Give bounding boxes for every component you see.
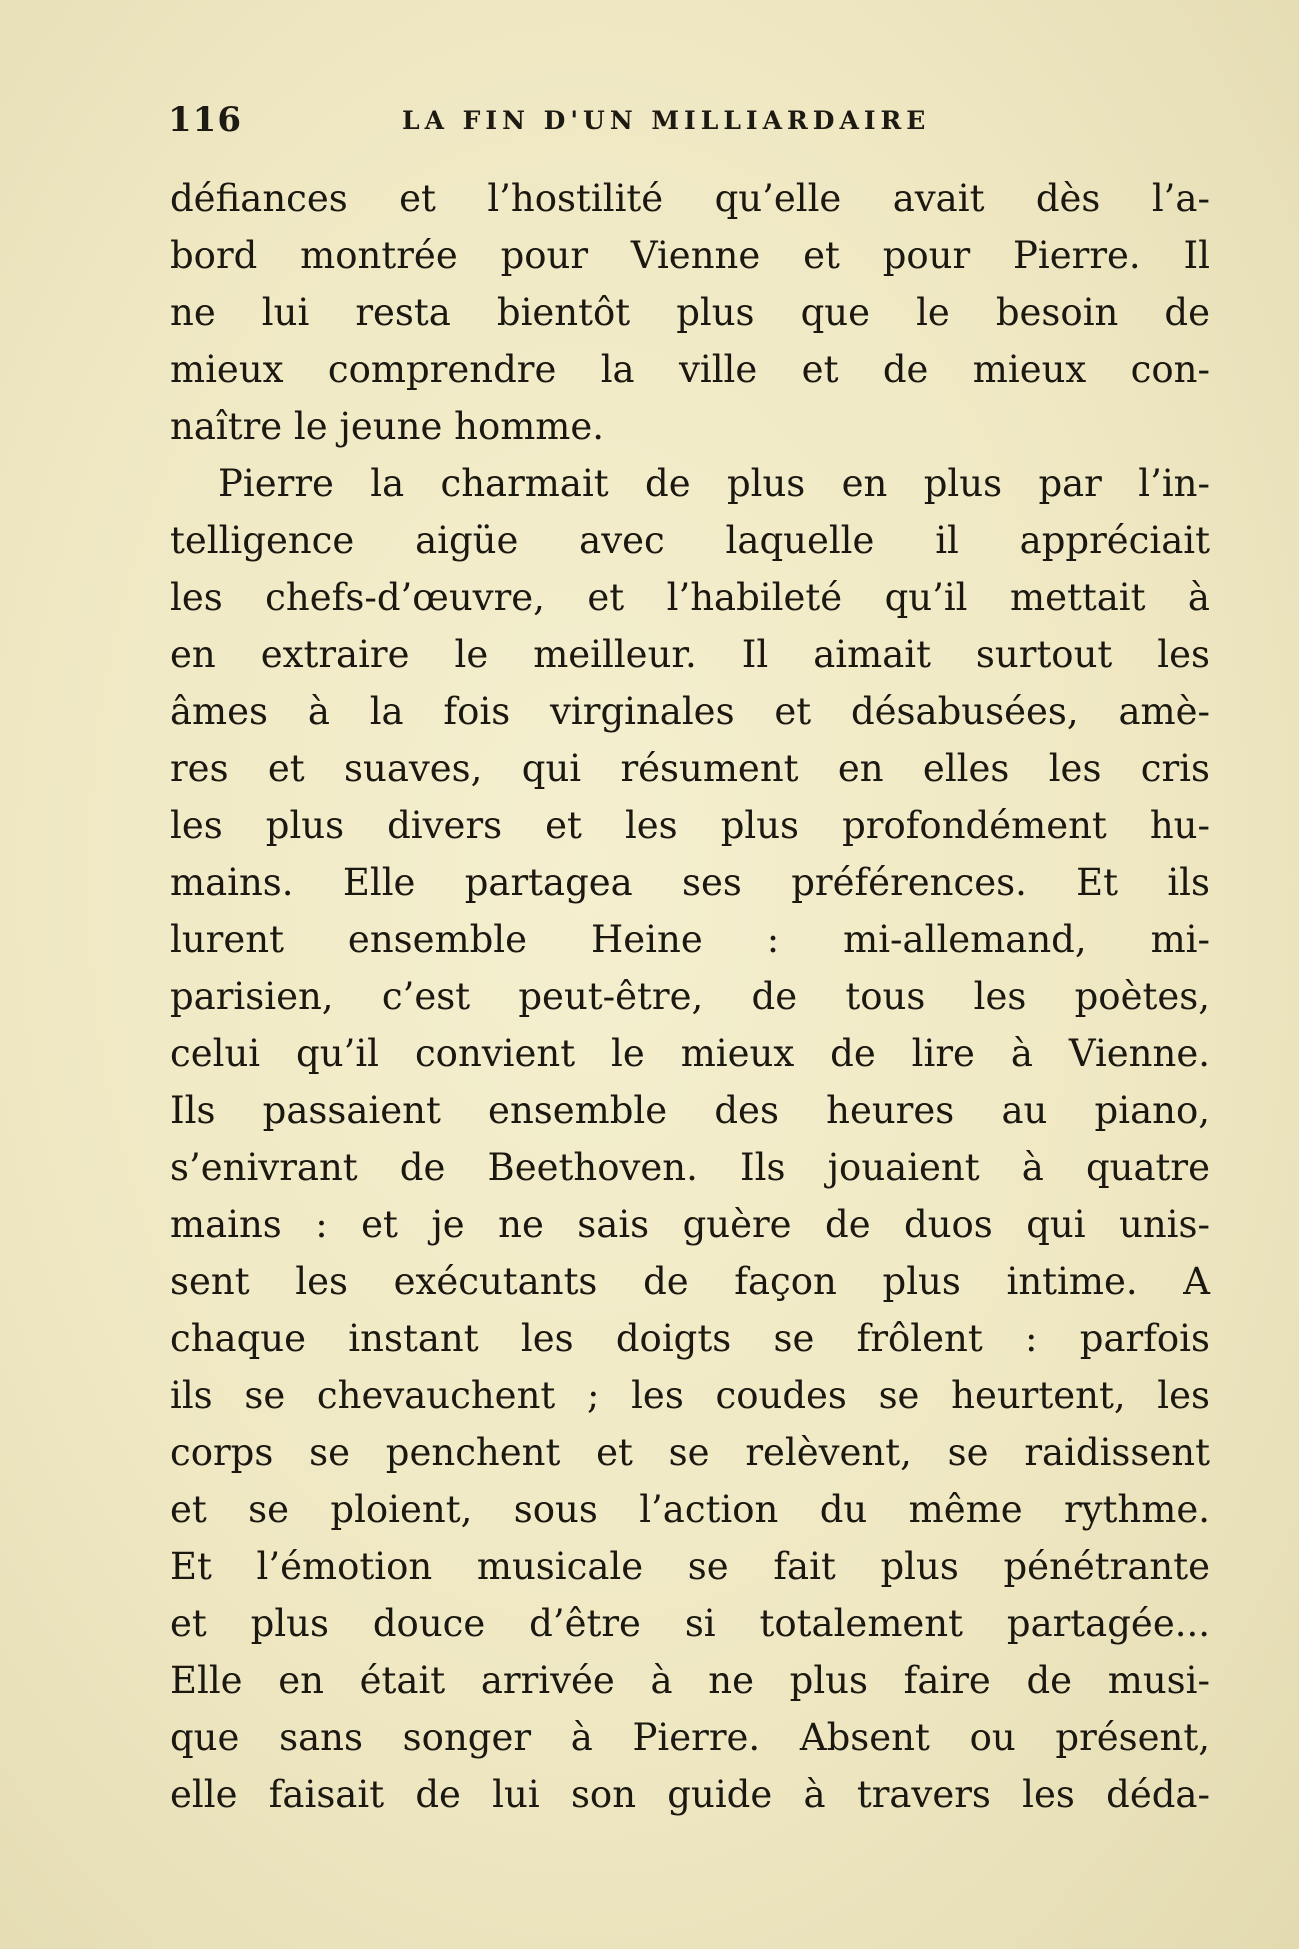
text-line: et se ploient, sous l’action du même rythme. [170,1488,1210,1531]
text-line: ils se chevauchent ; les coudes se heurtent, les [170,1374,1210,1417]
text-line: sent les exécutants de façon plus intime. A [170,1260,1210,1303]
text-line: mains. Elle partagea ses préférences. Et ils [170,861,1210,904]
text-line: et plus douce d’être si totalement partagée... [170,1602,1210,1645]
text-line: les plus divers et les plus profondément hu- [170,804,1210,847]
text-line: naître le jeune homme. [170,405,605,448]
text-line: elle faisait de lui son guide à travers les déda- [170,1773,1210,1816]
running-head [168,100,1208,150]
text-line: défiances et l’hostilité qu’elle avait dès l’a- [170,177,1210,220]
text-line: que sans songer à Pierre. Absent ou présent, [170,1716,1210,1759]
text-line: les chefs-d’œuvre, et l’habileté qu’il mettait à [170,576,1210,619]
text-line: Ils passaient ensemble des heures au piano, [170,1089,1210,1132]
text-line: corps se penchent et se relèvent, se raidissent [170,1431,1210,1474]
page-number: 116 [168,100,242,140]
text-line: ne lui resta bientôt plus que le besoin de [170,291,1210,334]
text-line: res et suaves, qui résument en elles les cris [170,747,1210,790]
text-line: Et l’émotion musicale se fait plus pénétrante [170,1545,1210,1588]
paragraph-start-line: Pierre la charmait de plus en plus par l’in- [218,462,1210,505]
text-line: s’enivrant de Beethoven. Ils jouaient à quatre [170,1146,1210,1189]
body-text [170,170,1210,1823]
text-line: telligence aigüe avec laquelle il appréciait [170,519,1210,562]
text-line: parisien, c’est peut-être, de tous les poètes, [170,975,1210,1018]
text-line: celui qu’il convient le mieux de lire à Vienne. [170,1032,1210,1075]
text-line: mieux comprendre la ville et de mieux con- [170,348,1210,391]
text-line: chaque instant les doigts se frôlent : parfois [170,1317,1210,1360]
text-line: mains : et je ne sais guère de duos qui unis- [170,1203,1210,1246]
text-line: âmes à la fois virginales et désabusées, amè- [170,690,1210,733]
text-line: Elle en était arrivée à ne plus faire de musi- [170,1659,1210,1702]
text-line: lurent ensemble Heine : mi-allemand, mi- [170,918,1210,961]
text-line: en extraire le meilleur. Il aimait surtout les [170,633,1210,676]
text-line: bord montrée pour Vienne et pour Pierre. Il [170,234,1210,277]
running-title: LA FIN D'UN MILLIARDAIRE [402,106,931,135]
